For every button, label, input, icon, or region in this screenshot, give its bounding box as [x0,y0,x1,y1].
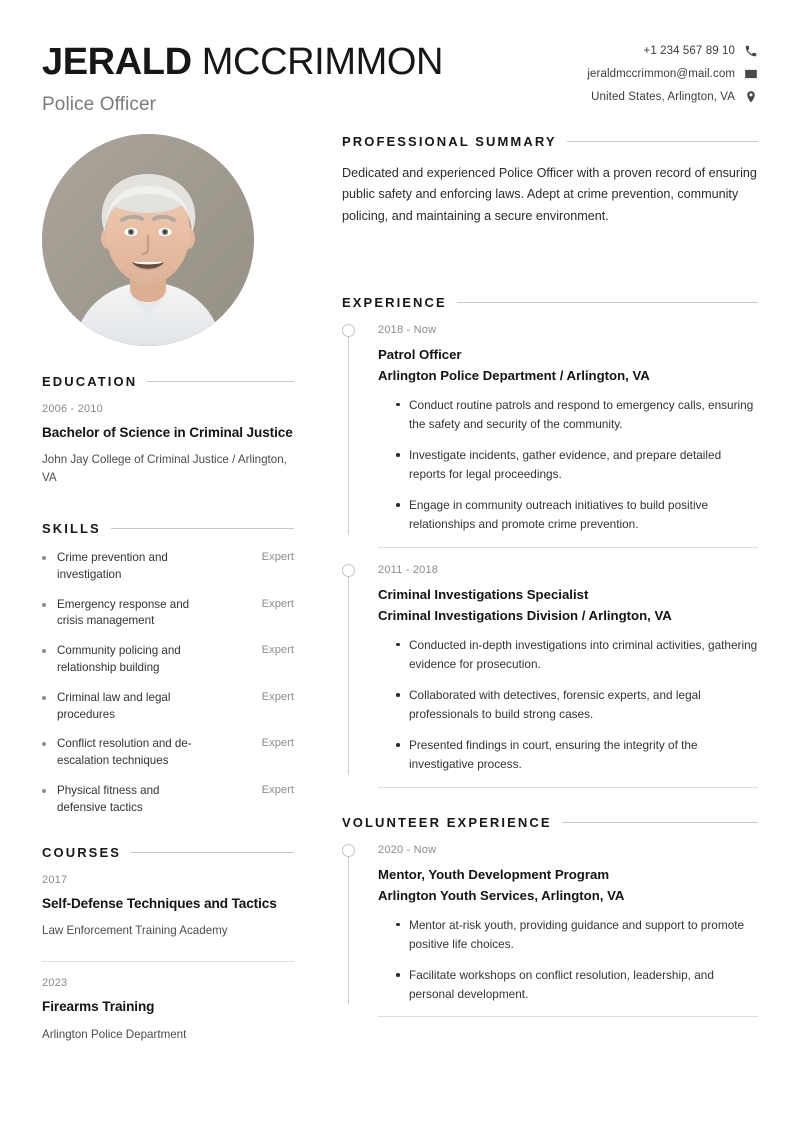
course-item [42,874,294,944]
list-item: Engage in community outreach initiatives to build positive relationships and promote crime prevention. [396,496,758,534]
volunteer-timeline [342,844,758,1018]
first-name: JERALD [42,41,192,83]
volunteer-bullets [378,916,758,1004]
list-item [42,783,294,817]
list-item: Investigate incidents, gather evidence, and prepare detailed reports for legal proceedings. [396,446,758,484]
skills-heading-row [42,521,294,536]
timeline-line [348,857,349,1005]
name-block [42,36,443,116]
skill-level: Expert [261,737,294,750]
section-skills [42,521,294,817]
volunteer-heading: VOLUNTEER EXPERIENCE [342,814,552,830]
section-summary [342,134,758,228]
resume-header [0,0,800,116]
experience-bullets [378,636,758,775]
section-experience [342,295,758,788]
education-heading: EDUCATION [42,373,138,389]
skill-name: Criminal law and legal procedures [57,690,171,721]
left-column [42,116,294,1056]
skill-left [42,597,252,631]
timeline-circle-icon [342,324,355,337]
experience-heading-row [342,295,758,310]
timeline-circle-icon [342,564,355,577]
contact-email[interactable] [587,67,758,81]
skill-level: Expert [261,597,294,610]
skill-left [42,643,252,677]
skill-name: Crime prevention and investigation [57,551,168,581]
course-provider: Arlington Police Department [42,1027,187,1041]
page-title [42,42,443,83]
bullet-dot-icon [42,696,46,700]
summary-heading-row [342,134,758,149]
right-column [294,116,758,1056]
course-provider: Law Enforcement Training Academy [42,924,228,938]
timeline-circle-icon [342,844,355,857]
course-date: 2023 [42,977,68,990]
volunteer-org: Arlington Youth Services, Arlington, VA [378,887,625,903]
education-date: 2006 - 2010 [42,402,103,415]
avatar [42,134,254,346]
course-title: Firearms Training [42,999,155,1015]
skill-name: Emergency response and crisis management [57,597,190,628]
experience-org: Arlington Police Department / Arlington, VA [378,367,650,383]
course-title: Self-Defense Techniques and Tactics [42,895,277,911]
last-name: MCCRIMMON [201,41,444,83]
skill-left [42,690,252,724]
contact-list [587,36,758,113]
heading-rule [562,822,758,823]
resume-body [0,116,800,1056]
section-courses [42,845,294,1048]
bullet-dot-icon [42,742,46,746]
list-item: Collaborated with detectives, forensic experts, and legal professionals to build strong cases. [396,686,758,724]
list-item [42,643,294,677]
experience-bullets [378,396,758,535]
contact-location-text: United States, Arlington, VA [591,91,735,103]
list-item: Mentor at-risk youth, providing guidance and support to promote positive life choices. [396,916,758,954]
experience-entry [342,564,758,775]
list-item [42,550,294,584]
skill-level: Expert [261,784,294,797]
courses-heading: COURSES [42,844,121,860]
timeline-line [348,577,349,775]
divider [378,547,758,548]
list-item: Conducted in-depth investigations into criminal activities, gathering evidence for prosecution. [396,636,758,674]
education-school: John Jay College of Criminal Justice / Arlington, VA [42,453,287,485]
bullet-dot-icon [42,556,46,560]
phone-icon [744,44,758,58]
timeline-line [348,337,349,535]
skills-list [42,550,294,817]
list-item [42,690,294,724]
divider [42,961,294,962]
contact-location[interactable] [587,90,758,104]
summary-text: Dedicated and experienced Police Officer with a proven record of ensuring public safety and enforcing laws. Adept at crime prevention, community policing, and maintaining a secure environment. [342,165,757,223]
skill-left [42,550,252,584]
experience-role: Criminal Investigations Specialist [378,586,589,602]
skill-name: Conflict resolution and de-escalation techniques [57,737,192,768]
education-heading-row [42,374,294,389]
heading-rule [147,381,294,382]
experience-date: 2011 - 2018 [378,563,439,576]
experience-org: Criminal Investigations Division / Arlington, VA [378,607,672,623]
experience-role: Patrol Officer [378,346,462,362]
heading-rule [567,141,758,142]
experience-heading: EXPERIENCE [342,294,447,310]
course-item [42,977,294,1047]
bullet-dot-icon [42,789,46,793]
summary-heading: PROFESSIONAL SUMMARY [342,133,557,149]
experience-timeline [342,324,758,788]
skills-heading: SKILLS [42,521,101,537]
contact-phone[interactable] [587,44,758,58]
section-volunteer [342,815,758,1018]
volunteer-date: 2020 - Now [378,843,437,856]
list-item: Conduct routine patrols and respond to emergency calls, ensuring the safety and security of the community. [396,396,758,434]
divider [378,1016,758,1017]
volunteer-entry [342,844,758,1005]
heading-rule [131,852,294,853]
skill-name: Community policing and relationship building [57,644,181,675]
skill-left [42,736,252,770]
skill-level: Expert [261,690,294,703]
contact-email-text: jeraldmccrimmon@mail.com [587,68,735,80]
section-education [42,374,294,491]
skill-left [42,783,252,817]
location-pin-icon [744,90,758,104]
heading-rule [111,528,294,529]
skill-level: Expert [261,644,294,657]
experience-date: 2018 - Now [378,323,437,336]
heading-rule [457,302,758,303]
skill-name: Physical fitness and defensive tactics [57,784,160,814]
bullet-dot-icon [42,649,46,653]
envelope-icon [744,67,758,81]
volunteer-role: Mentor, Youth Development Program [378,866,610,882]
list-item: Facilitate workshops on conflict resolution, leadership, and personal development. [396,966,758,1004]
list-item: Presented findings in court, ensuring the integrity of the investigative process. [396,736,758,774]
list-item [42,736,294,770]
volunteer-heading-row [342,815,758,830]
education-item [42,403,294,491]
education-title: Bachelor of Science in Criminal Justice [42,424,293,440]
contact-phone-text: +1 234 567 89 10 [643,45,735,57]
profile-photo [42,134,254,346]
bullet-dot-icon [42,603,46,607]
divider [378,787,758,788]
courses-heading-row [42,845,294,860]
profile-photo-illustration [42,134,254,346]
skill-level: Expert [261,551,294,564]
experience-entry [342,324,758,535]
list-item [42,597,294,631]
course-date: 2017 [42,873,68,886]
job-title: Police Officer [42,93,157,115]
